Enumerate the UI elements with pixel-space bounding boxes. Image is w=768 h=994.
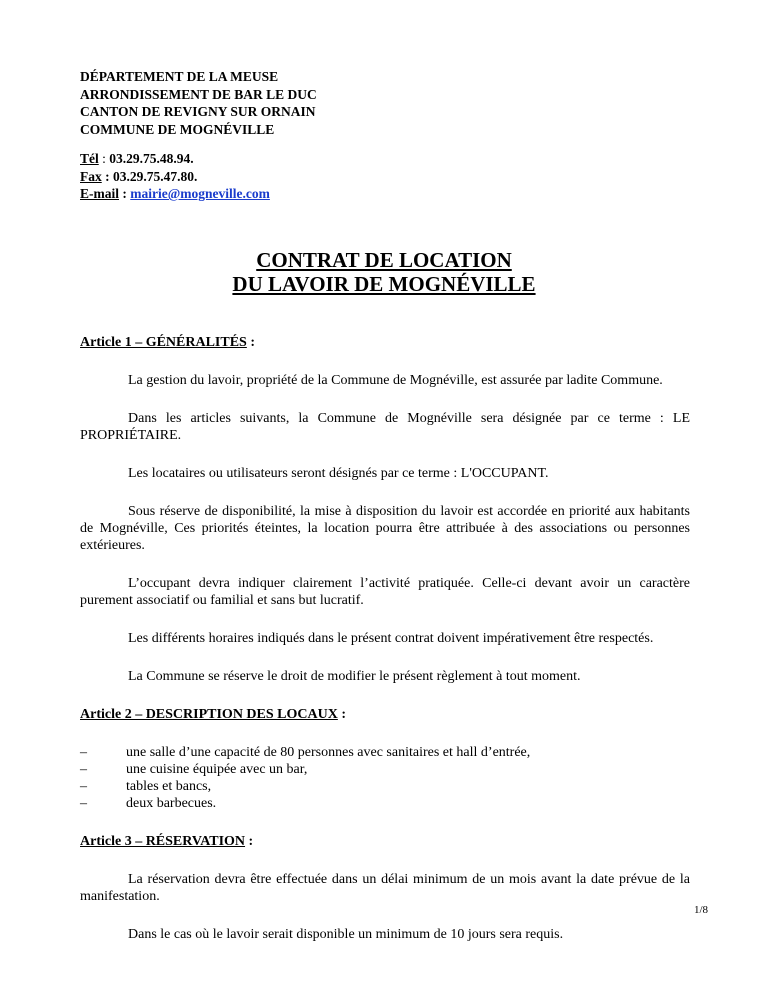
title-line-2: DU LAVOIR DE MOGNÉVILLE [232, 272, 536, 296]
phone-separator: : [98, 151, 110, 166]
article-1-paragraph: La gestion du lavoir, propriété de la Commune de Mognéville, est assurée par ladite Commune. [128, 373, 663, 388]
header-commune: COMMUNE DE MOGNÉVILLE [80, 121, 275, 137]
article-1-title: Article 1 – GÉNÉRALITÉS [80, 335, 247, 350]
article-1-paragraph: Dans les articles suivants, la Commune de Mognéville sera désignée par ce terme : LE PROPRIÉTAIRE. [80, 411, 690, 443]
article-2-heading [80, 706, 690, 723]
header-department: DÉPARTEMENT DE LA MEUSE [80, 69, 279, 84]
email-line [80, 185, 270, 203]
article-1-paragraph: Les différents horaires indiqués dans le présent contrat doivent impérativement être respectés. [128, 631, 654, 646]
article-1-paragraph: L’occupant devra indiquer clairement l’activité pratiquée. Celle-ci devant avoir un caractère purement associatif ou familial et sans but lucratif. [80, 576, 690, 608]
bullet-dash: – [80, 745, 87, 760]
header-arrondissement: ARRONDISSEMENT DE BAR LE DUC [80, 86, 317, 102]
article-3-paragraph: Dans le cas où le lavoir serait disponible un minimum de 10 jours sera requis. [128, 927, 564, 942]
email-link[interactable]: mairie@mogneville.com [130, 186, 270, 201]
list-item [80, 761, 690, 778]
fax-separator: : [101, 168, 113, 184]
fax-value: 03.29.75.47.80. [113, 168, 198, 184]
email-label: E-mail [80, 186, 119, 201]
list-item-text: deux barbecues. [126, 796, 217, 811]
article-3-paragraph: La réservation devra être effectuée dans un délai minimum de un mois avant la date prévue de la manifestation. [80, 872, 690, 904]
document-body [80, 334, 690, 964]
bullet-dash: – [80, 779, 87, 794]
list-item [80, 778, 690, 795]
bullet-dash: – [80, 762, 87, 777]
bullet-dash: – [80, 796, 87, 811]
letterhead [80, 68, 317, 138]
article-1-colon: : [246, 335, 256, 350]
page-number: 1/8 [693, 904, 708, 916]
premises-list [80, 744, 690, 812]
header-canton: CANTON DE REVIGNY SUR ORNAIN [80, 104, 316, 119]
list-item-text: une salle d’une capacité de 80 personnes avec sanitaires et hall d’entrée, [126, 745, 531, 760]
title-line-1: CONTRAT DE LOCATION [256, 248, 512, 272]
fax-label: Fax [80, 168, 102, 184]
document-title [0, 248, 768, 296]
email-separator: : [119, 186, 131, 201]
article-2-title: Article 2 – DESCRIPTION DES LOCAUX [80, 707, 338, 722]
article-3-colon: : [245, 834, 254, 849]
article-1-paragraph: Les locataires ou utilisateurs seront désignés par ce terme : L'OCCUPANT. [128, 466, 549, 481]
list-item [80, 795, 690, 812]
article-1-paragraph: La Commune se réserve le droit de modifier le présent règlement à tout moment. [128, 669, 581, 684]
article-1-paragraph: Sous réserve de disponibilité, la mise à disposition du lavoir est accordée en priorité aux habitants de Mognéville, Ces priorités éteintes, la location pourra être attribuée à des associations ou personnes extérieures. [80, 504, 690, 553]
article-3-title: Article 3 – RÉSERVATION [80, 834, 246, 849]
phone-value: 03.29.75.48.94. [109, 151, 194, 166]
phone-label: Tél [80, 151, 99, 166]
contact-block [80, 150, 270, 203]
article-1-heading [80, 334, 690, 351]
fax-line [80, 168, 270, 186]
list-item-text: tables et bancs, [126, 779, 212, 794]
list-item-text: une cuisine équipée avec un bar, [126, 762, 308, 777]
phone-line [80, 150, 270, 168]
article-2-colon: : [337, 707, 347, 722]
list-item [80, 744, 690, 761]
article-3-heading [80, 833, 690, 850]
